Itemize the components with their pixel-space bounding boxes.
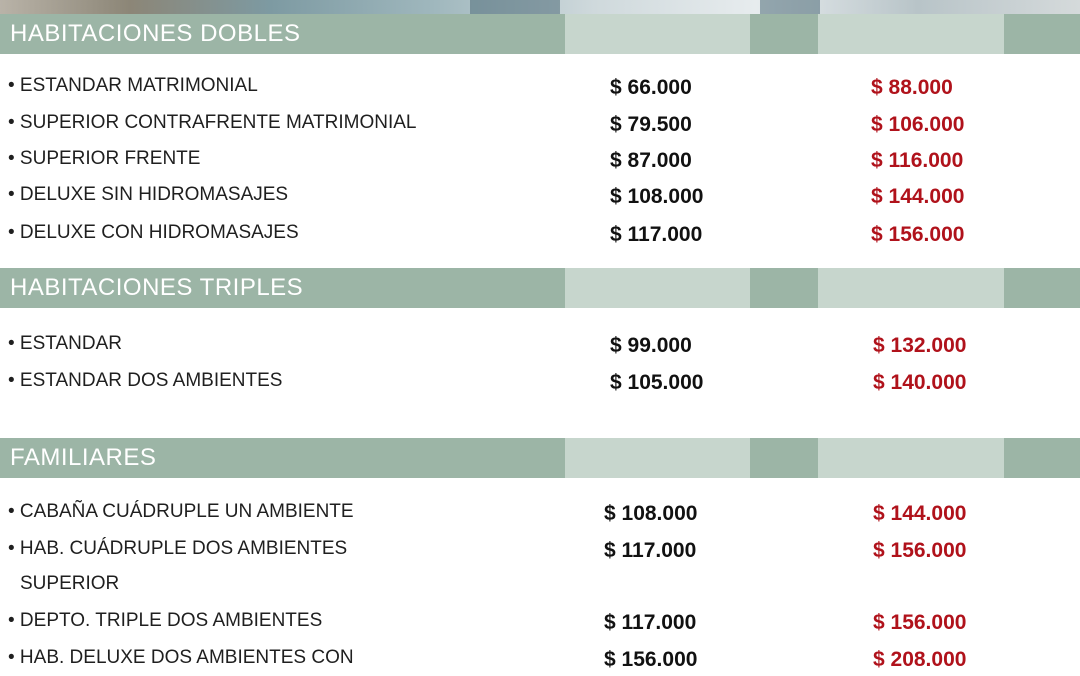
price-row xyxy=(0,330,1080,362)
price-high: $ 156.000 xyxy=(873,611,967,634)
section-header-familiares xyxy=(0,438,1080,478)
price-row xyxy=(0,498,1080,530)
price-regular: $ 79.500 xyxy=(610,113,692,136)
room-name: • ESTANDAR DOS AMBIENTES xyxy=(8,370,283,391)
price-row xyxy=(0,367,1080,399)
header-panel xyxy=(565,268,750,308)
price-row xyxy=(0,145,1080,177)
room-name: • HAB. DELUXE DOS AMBIENTES CON xyxy=(8,647,354,668)
room-name: • ESTANDAR xyxy=(8,333,122,354)
price-high: $ 144.000 xyxy=(873,502,967,525)
room-name-continuation: SUPERIOR xyxy=(20,573,120,594)
header-panel xyxy=(818,268,1004,308)
price-high: $ 140.000 xyxy=(873,371,967,394)
room-name: • SUPERIOR CONTRAFRENTE MATRIMONIAL xyxy=(8,112,417,133)
price-regular: $ 87.000 xyxy=(610,149,692,172)
price-high: $ 88.000 xyxy=(871,76,953,99)
price-high: $ 106.000 xyxy=(871,113,965,136)
price-row xyxy=(0,644,1080,676)
section-title: HABITACIONES TRIPLES xyxy=(10,274,304,301)
price-high: $ 156.000 xyxy=(873,539,967,562)
price-regular: $ 117.000 xyxy=(604,539,697,562)
price-high: $ 116.000 xyxy=(871,149,964,172)
price-regular: $ 156.000 xyxy=(604,648,698,671)
price-high: $ 132.000 xyxy=(873,334,967,357)
header-panel xyxy=(818,14,1004,54)
header-photo xyxy=(0,0,1080,14)
price-row xyxy=(0,219,1080,251)
price-regular: $ 108.000 xyxy=(604,502,698,525)
price-regular: $ 105.000 xyxy=(610,371,704,394)
section-header-dobles xyxy=(0,14,1080,54)
header-panel xyxy=(565,14,750,54)
price-regular: $ 99.000 xyxy=(610,334,692,357)
section-title: HABITACIONES DOBLES xyxy=(10,20,301,47)
price-regular: $ 117.000 xyxy=(604,611,697,634)
price-high: $ 144.000 xyxy=(871,185,965,208)
section-header-triples xyxy=(0,268,1080,308)
room-name: • DELUXE CON HIDROMASAJES xyxy=(8,222,299,243)
room-name: • SUPERIOR FRENTE xyxy=(8,148,201,169)
price-regular: $ 117.000 xyxy=(610,223,703,246)
header-panel xyxy=(818,438,1004,478)
price-row xyxy=(0,607,1080,639)
price-high: $ 156.000 xyxy=(871,223,965,246)
price-row xyxy=(0,72,1080,104)
room-name: • HAB. CUÁDRUPLE DOS AMBIENTES xyxy=(8,538,348,559)
price-row xyxy=(0,535,1080,567)
price-regular: $ 66.000 xyxy=(610,76,692,99)
price-high: $ 208.000 xyxy=(873,648,967,671)
room-name: • CABAÑA CUÁDRUPLE UN AMBIENTE xyxy=(8,501,354,522)
price-row xyxy=(0,181,1080,213)
price-row xyxy=(0,109,1080,141)
price-regular: $ 108.000 xyxy=(610,185,704,208)
room-name: • DELUXE SIN HIDROMASAJES xyxy=(8,184,289,205)
section-title: FAMILIARES xyxy=(10,444,157,471)
room-name: • ESTANDAR MATRIMONIAL xyxy=(8,75,258,96)
room-name: • DEPTO. TRIPLE DOS AMBIENTES xyxy=(8,610,323,631)
header-panel xyxy=(565,438,750,478)
